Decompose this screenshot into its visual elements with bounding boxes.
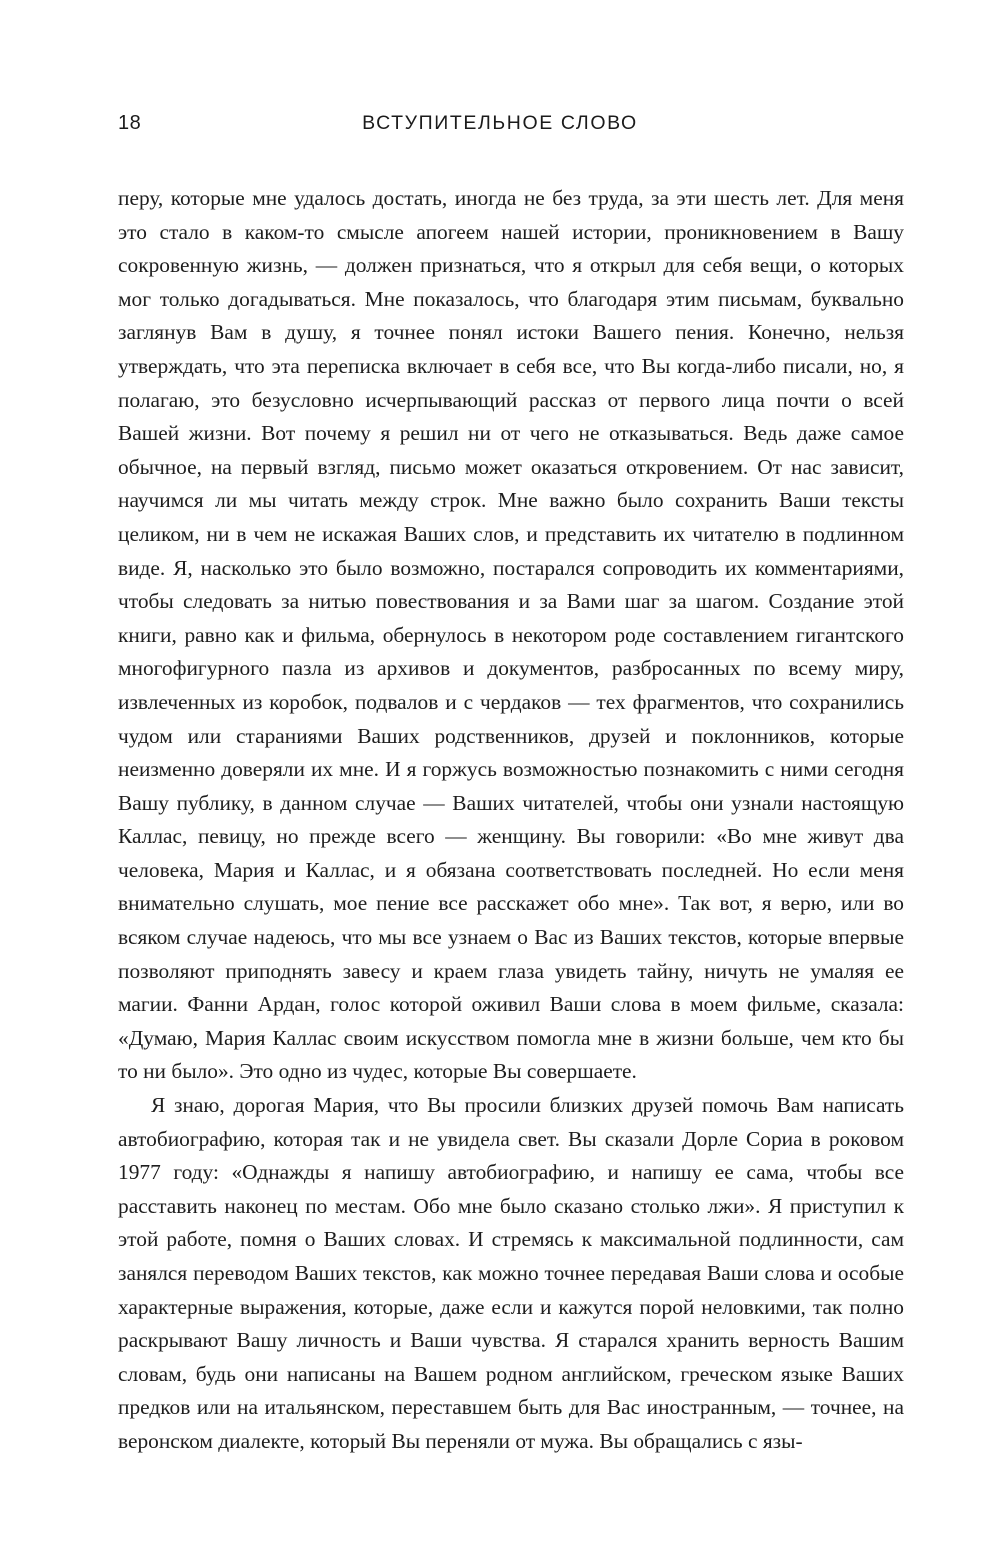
page-number: 18	[118, 112, 142, 134]
paragraph: перу, которые мне удалось достать, иногда не без труда, за эти шесть лет. Для меня это стало в каком-то смысле апогеем нашей истории, проникновением в Вашу сокровенную жизнь, — должен признаться, что я открыл для себя вещи, о которых мог только догадываться. Мне показалось, что благодаря этим письмам, буквально заглянув Вам в душу, я точнее понял истоки Вашего пения. Конечно, нельзя утверждать, что эта переписка включает в себя все, что Вы когда-либо писали, но, я полагаю, это безусловно исчерпывающий рассказ от первого лица почти о всей Вашей жизни. Вот почему я решил ни от чего не отказываться. Ведь даже самое обычное, на первый взгляд, письмо может оказаться откровением. От нас зависит, научимся ли мы читать между строк. Мне важно было сохранить Ваши тексты целиком, ни в чем не искажая Ваших слов, и представить их читателю в подлинном виде. Я, насколько это было возможно, постарался сопроводить их комментариями, чтобы следовать за нитью повествования и за Вами шаг за шагом. Создание этой книги, равно как и фильма, обернулось в некотором роде составлением гигантского многофигурного пазла из архивов и документов, разбросанных по всему миру, извлеченных из коробок, подвалов и с чердаков — тех фрагментов, что сохранились чудом или стараниями Ваших родственников, друзей и поклонников, которые неизменно доверяли их мне. И я горжусь возможностью познакомить с ними сегодня Вашу публику, в данном случае — Ваших читателей, чтобы они узнали настоящую Каллас, певицу, но прежде всего — женщину. Вы говорили: «Во мне живут два человека, Мария и Каллас, и я обязана соответствовать последней. Но если меня внимательно слушать, мое пение все расскажет обо мне». Так вот, я верю, или во всяком случае надеюсь, что мы все узнаем о Вас из Ваших текстов, которые впервые позволяют приподнять завесу и краем глаза увидеть тайну, ничуть не умаляя ее магии. Фанни Ардан, голос которой оживил Ваши слова в моем фильме, сказала: «Думаю, Мария Каллас своим искусством помогла мне в жизни больше, чем кто бы то ни было». Это одно из чудес, которые Вы совершаете.	[118, 186, 904, 1084]
running-head	[118, 112, 882, 142]
paragraph: Я знаю, дорогая Мария, что Вы просили близких друзей помочь Вам написать автобиографию, которая так и не увидела свет. Вы сказали Дорле Сориа в роковом 1977 году: «Однажды я напишу автобиографию, и напишу ее сама, чтобы все расставить наконец по местам. Обо мне было сказано столько лжи». Я приступил к этой работе, помня о Ваших словах. И стремясь к максимальной подлинности, сам занялся переводом Ваших текстов, как можно точнее передавая Ваши слова и особые характерные выражения, которые, даже если и кажутся порой неловкими, так полно раскрывают Вашу личность и Ваши чувства. Я старался хранить верность Вашим словам, будь они написаны на Вашем родном английском, греческом языке Ваших предков или на итальянском, переставшем быть для Вас иностранным, — точнее, на веронском диалекте, который Вы переняли от мужа. Вы обращались с язы-	[118, 1093, 904, 1453]
chapter-title: ВСТУПИТЕЛЬНОЕ СЛОВО	[362, 112, 638, 134]
body-text	[118, 182, 904, 1459]
